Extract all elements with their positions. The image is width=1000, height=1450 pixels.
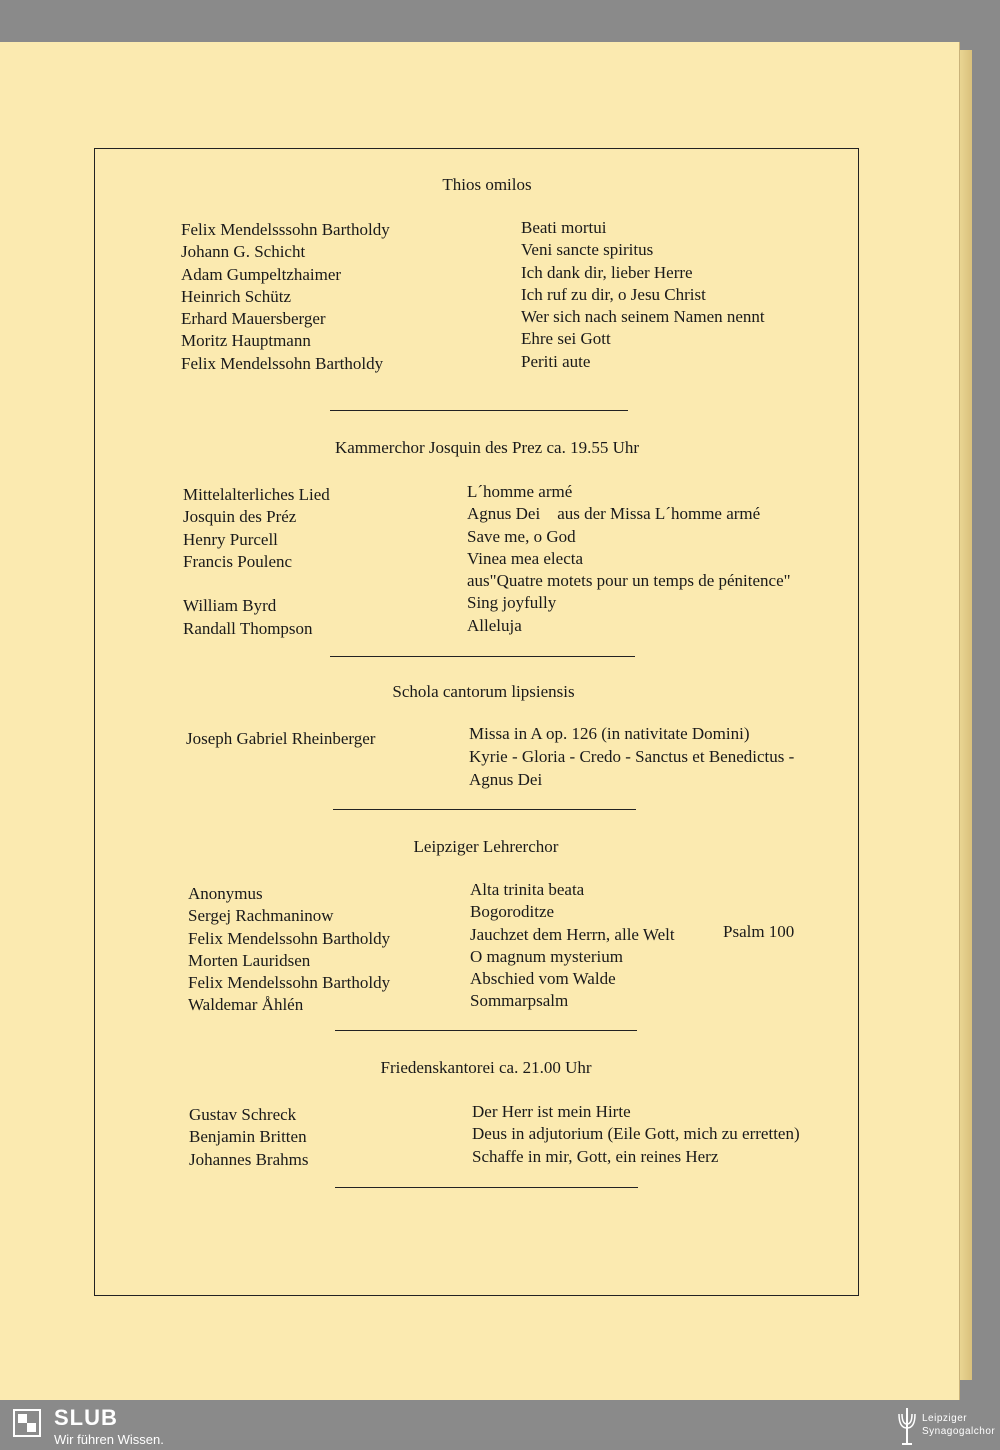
- section-title: Leipziger Lehrerchor: [413, 837, 559, 856]
- composer: Moritz Hauptmann: [181, 331, 311, 351]
- composer: Josquin des Préz: [183, 507, 297, 527]
- work: Agnus Dei aus der Missa L´homme armé: [467, 504, 761, 524]
- composer: Felix Mendelsssohn Bartholdy: [181, 220, 390, 239]
- work: Beati mortui: [521, 218, 607, 237]
- work-column: [469, 722, 794, 791]
- work: Alta trinita beata: [470, 880, 585, 899]
- work: Ehre sei Gott: [521, 329, 611, 349]
- work: Jauchzet dem Herrn, alle Welt: [470, 924, 675, 944]
- composer: Felix Mendelssohn Bartholdy: [188, 973, 391, 993]
- partner-line2: Synagogalchor: [922, 1426, 996, 1437]
- section-divider: [330, 410, 628, 411]
- composer-column: [188, 883, 390, 1017]
- composer-column: [181, 219, 390, 375]
- work: Sommarpsalm: [470, 991, 569, 1011]
- section-title: Kammerchor Josquin des Prez ca. 19.55 Uhr: [334, 438, 640, 457]
- section-title: Friedenskantorei ca. 21.00 Uhr: [380, 1058, 592, 1077]
- section-divider: [333, 809, 636, 810]
- composer: William Byrd: [183, 596, 277, 616]
- work-column: [521, 217, 765, 373]
- section-divider: [335, 1030, 637, 1031]
- work: aus"Quatre motets pour un temps de pénitence": [467, 571, 791, 591]
- section-divider: [330, 656, 635, 657]
- work: Periti aute: [521, 351, 591, 371]
- psalm-note: Psalm 100: [723, 922, 795, 941]
- work: Schaffe in mir, Gott, ein reines Herz: [472, 1146, 719, 1166]
- partner-name: [922, 1412, 995, 1438]
- composer: Felix Mendelssohn Bartholdy: [181, 353, 384, 373]
- work: Missa in A op. 126 (in nativitate Domini): [469, 724, 750, 743]
- composer: Joseph Gabriel Rheinberger: [186, 729, 376, 748]
- section-title: Schola cantorum lipsiensis: [392, 682, 575, 701]
- section-divider: [335, 1187, 638, 1188]
- slub-brand: SLUB: [54, 1405, 118, 1430]
- work: Ich dank dir, lieber Herre: [521, 262, 693, 282]
- work: Agnus Dei: [469, 770, 543, 789]
- slub-logo-icon: [12, 1408, 42, 1438]
- work-column: [472, 1101, 800, 1168]
- composer: Felix Mendelssohn Bartholdy: [188, 928, 391, 948]
- work: Veni sancte spiritus: [521, 240, 654, 260]
- composer: Waldemar Åhlén: [188, 995, 304, 1015]
- work: L´homme armé: [467, 482, 573, 501]
- work: Kyrie - Gloria - Credo - Sanctus et Benedictus -: [469, 747, 795, 766]
- composer: Sergej Rachmaninow: [188, 906, 334, 926]
- work: Vinea mea electa: [467, 548, 584, 568]
- work: Sing joyfully: [467, 593, 557, 613]
- work: Abschied vom Walde: [470, 969, 616, 989]
- composer: Henry Purcell: [183, 529, 278, 549]
- work: Deus in adjutorium (Eile Gott, mich zu erretten): [472, 1124, 800, 1144]
- composer: Francis Poulenc: [183, 551, 293, 571]
- work-column: [470, 879, 675, 1013]
- composer: Johann G. Schicht: [181, 242, 306, 262]
- work-column: [467, 481, 791, 637]
- composer-column: [189, 1104, 308, 1171]
- work: Ich ruf zu dir, o Jesu Christ: [521, 284, 706, 304]
- composer: Anonymus: [188, 884, 263, 903]
- composer: Morten Lauridsen: [188, 950, 311, 970]
- work: O magnum mysterium: [470, 946, 623, 966]
- composer: Adam Gumpeltzhaimer: [181, 264, 342, 284]
- work: Wer sich nach seinem Namen nennt: [521, 307, 765, 327]
- composer: Heinrich Schütz: [181, 286, 291, 306]
- work: Bogoroditze: [470, 902, 555, 922]
- composer: Erhard Mauersberger: [181, 309, 326, 329]
- composer-column: [186, 728, 375, 750]
- paper-edge: [960, 50, 972, 1380]
- composer: [183, 573, 330, 595]
- composer: Johannes Brahms: [189, 1149, 309, 1169]
- composer: Mittelalterliches Lied: [183, 485, 330, 504]
- partner-line1: Leipziger: [922, 1413, 968, 1424]
- menorah-icon: [896, 1404, 918, 1446]
- work: Der Herr ist mein Hirte: [472, 1102, 631, 1121]
- composer: Randall Thompson: [183, 618, 313, 638]
- work: Alleluja: [467, 615, 522, 635]
- section-title: Thios omilos: [442, 175, 532, 194]
- footer-bar: [0, 1400, 1000, 1450]
- slub-tagline: Wir führen Wissen.: [54, 1432, 164, 1447]
- composer: Benjamin Britten: [189, 1127, 307, 1147]
- work: Save me, o God: [467, 526, 576, 546]
- composer-column: [183, 484, 330, 640]
- composer: Gustav Schreck: [189, 1105, 297, 1124]
